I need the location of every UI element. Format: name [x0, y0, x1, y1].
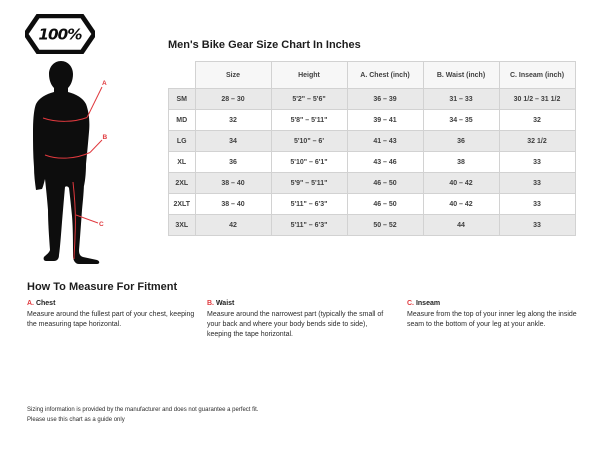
cell-chest: 46 – 50	[347, 194, 423, 215]
cell-size: 34	[195, 131, 271, 152]
chest-name: Chest	[35, 300, 56, 307]
row-label: XL	[169, 152, 196, 173]
cell-height: 5'10" – 6'	[271, 131, 347, 152]
row-label: MD	[169, 110, 196, 131]
cell-waist: 36	[423, 131, 499, 152]
inseam-instructions-section	[407, 299, 579, 330]
waist-instructions-section	[207, 299, 389, 341]
cell-waist: 31 – 33	[423, 89, 499, 110]
inseam-name: Inseam	[415, 300, 441, 307]
table-corner-cell	[169, 62, 196, 89]
row-label: 2XLT	[169, 194, 196, 215]
cell-chest: 50 – 52	[347, 215, 423, 236]
chest-pointer-line	[87, 87, 102, 118]
waist-label-b: B	[102, 134, 108, 141]
row-label: 2XL	[169, 173, 196, 194]
chest-letter: A.	[27, 300, 34, 307]
cell-height: 5'8" – 5'11"	[271, 110, 347, 131]
cell-inseam: 33	[499, 152, 575, 173]
inseam-letter: C.	[407, 300, 414, 307]
cell-inseam: 33	[499, 173, 575, 194]
cell-chest: 46 – 50	[347, 173, 423, 194]
column-header: A. Chest (inch)	[347, 62, 423, 89]
cell-waist: 40 – 42	[423, 194, 499, 215]
cell-height: 5'9" – 5'11"	[271, 173, 347, 194]
cell-waist: 44	[423, 215, 499, 236]
chest-instructions-label	[27, 299, 195, 309]
cell-chest: 39 – 41	[347, 110, 423, 131]
waist-pointer-line	[90, 140, 102, 153]
cell-height: 5'11" – 6'3"	[271, 194, 347, 215]
chest-instructions-text: Measure around the fullest part of your chest, keeping the measuring tape horizontal.	[27, 311, 195, 329]
body-measurement-diagram	[28, 58, 108, 268]
column-header: Height	[271, 62, 347, 89]
column-header: B. Waist (inch)	[423, 62, 499, 89]
cell-chest: 41 – 43	[347, 131, 423, 152]
man-silhouette	[33, 61, 99, 264]
column-header: C. Inseam (inch)	[499, 62, 575, 89]
chest-label-a: A	[102, 80, 107, 87]
size-row-sm	[169, 89, 576, 110]
cell-inseam: 32	[499, 110, 575, 131]
inseam-instructions-text: Measure from the top of your inner leg along the inside seam to the bottom of your leg at your ankle.	[407, 311, 577, 329]
cell-size: 28 – 30	[195, 89, 271, 110]
table-header	[169, 62, 576, 89]
waist-name: Waist	[215, 300, 235, 307]
cell-size: 38 – 40	[195, 194, 271, 215]
cell-chest: 43 – 46	[347, 152, 423, 173]
size-row-2xl	[169, 173, 576, 194]
inseam-instructions-label	[407, 299, 579, 309]
disclaimer-line-1: Sizing information is provided by the manufacturer and does not guarantee a perfect fit.	[27, 407, 259, 413]
cell-size: 36	[195, 152, 271, 173]
cell-size: 32	[195, 110, 271, 131]
cell-inseam: 32 1/2	[499, 131, 575, 152]
cell-inseam: 33	[499, 215, 575, 236]
page-title: Men's Bike Gear Size Chart In Inches	[168, 39, 361, 51]
waist-letter: B.	[207, 300, 214, 307]
row-label: SM	[169, 89, 196, 110]
column-header: Size	[195, 62, 271, 89]
cell-inseam: 30 1/2 – 31 1/2	[499, 89, 575, 110]
size-chart-table	[168, 61, 576, 236]
how-to-measure-title: How To Measure For Fitment	[27, 281, 178, 293]
cell-inseam: 33	[499, 194, 575, 215]
chest-instructions-section	[27, 299, 195, 330]
cell-size: 38 – 40	[195, 173, 271, 194]
cell-height: 5'11" – 6'3"	[271, 215, 347, 236]
cell-waist: 38	[423, 152, 499, 173]
row-label: 3XL	[169, 215, 196, 236]
inseam-label-c: C	[99, 221, 104, 228]
brand-logo-100-percent-icon	[25, 14, 95, 54]
cell-waist: 40 – 42	[423, 173, 499, 194]
disclaimer-line-2: Please use this chart as a guide only	[27, 416, 125, 423]
cell-height: 5'10" – 6'1"	[271, 152, 347, 173]
size-row-md	[169, 110, 576, 131]
cell-chest: 36 – 39	[347, 89, 423, 110]
size-row-lg	[169, 131, 576, 152]
waist-instructions-text: Measure around the narrowest part (typically the small of your back and where your body bends side to side), keeping the tape horizontal.	[207, 311, 384, 339]
cell-size: 42	[195, 215, 271, 236]
logo-text: 100%	[38, 25, 82, 44]
row-label: LG	[169, 131, 196, 152]
size-row-3xl	[169, 215, 576, 236]
waist-instructions-label	[207, 299, 389, 309]
size-row-xl	[169, 152, 576, 173]
table-body	[169, 89, 576, 236]
size-row-2xlt	[169, 194, 576, 215]
cell-height: 5'2" – 5'6"	[271, 89, 347, 110]
cell-waist: 34 – 35	[423, 110, 499, 131]
disclaimer	[27, 406, 258, 425]
